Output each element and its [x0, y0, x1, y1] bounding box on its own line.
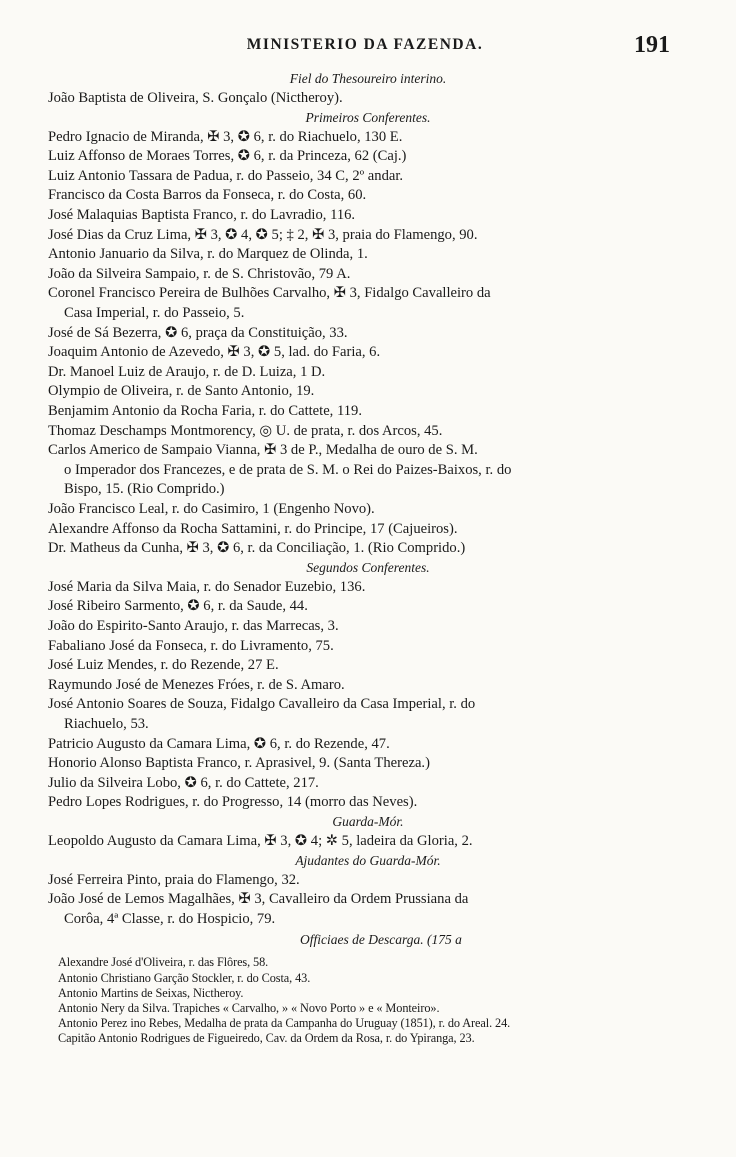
entry-line: Carlos Americo de Sampaio Vianna, ✠ 3 de P., Medalha de ouro de S. M.: [48, 442, 478, 459]
entry-line: Antonio Nery da Silva. Trapiches « Carvalho, » « Novo Porto » e « Monteiro».: [58, 1001, 440, 1015]
entry-line: José de Sá Bezerra, ✪ 6, praça da Constituição, 33.: [48, 324, 348, 341]
entry-line: José Ribeiro Sarmento, ✪ 6, r. da Saude, 44.: [48, 598, 308, 615]
entry-line: Julio da Silveira Lobo, ✪ 6, r. do Cattete, 217.: [48, 774, 319, 791]
entry-line: José Ferreira Pinto, praia do Flamengo, 32.: [48, 871, 300, 888]
running-title: MINISTERIO DA FAZENDA.: [246, 36, 484, 53]
entry-line: Francisco da Costa Barros da Fonseca, r. do Costa, 60.: [48, 187, 367, 204]
entry-line: Antonio Perez ino Rebes, Medalha de prata da Campanha do Uruguay (1851), r. do Areal. 24.: [58, 1016, 511, 1031]
entry-line: Luiz Antonio Tassara de Padua, r. do Passeio, 34 C, 2º andar.: [48, 167, 404, 184]
entry-continuation: o Imperador dos Francezes, e de prata de S. M. o Rei do Paizes-Baixos, r. do: [64, 461, 512, 478]
entry-line: Fabaliano José da Fonseca, r. do Livramento, 75.: [48, 637, 334, 654]
entry-line: Pedro Ignacio de Miranda, ✠ 3, ✪ 6, r. do Riachuelo, 130 E.: [48, 128, 403, 145]
entry-line: Dr. Manoel Luiz de Araujo, r. de D. Luiza, 1 D.: [48, 363, 326, 380]
entry-continuation: Bispo, 15. (Rio Comprido.): [64, 481, 225, 498]
entry-line: José Antonio Soares de Souza, Fidalgo Cavalleiro da Casa Imperial, r. do: [48, 696, 476, 713]
entry-line: Alexandre Affonso da Rocha Sattamini, r. do Principe, 17 (Cajueiros).: [48, 520, 458, 537]
entry-line: Olympio de Oliveira, r. de Santo Antonio, 19.: [48, 383, 315, 400]
section-heading: Primeiros Conferentes.: [305, 109, 431, 125]
entry-line: Alexandre José d'Oliveira, r. das Flôres, 58.: [58, 955, 269, 970]
section-heading: Segundos Conferentes.: [306, 559, 430, 575]
entry-line: José Dias da Cruz Lima, ✠ 3, ✪ 4, ✪ 5; ‡ 2, ✠ 3, praia do Flamengo, 90.: [48, 226, 478, 243]
section-heading: Officiaes de Descarga. (175 a: [300, 932, 462, 948]
entry-line: João do Espirito-Santo Araujo, r. das Marrecas, 3.: [48, 618, 339, 634]
entry-line: João da Silveira Sampaio, r. de S. Christovão, 79 A.: [48, 265, 351, 282]
section-heading: Guarda-Mór.: [332, 814, 404, 829]
entry-line: Dr. Matheus da Cunha, ✠ 3, ✪ 6, r. da Conciliação, 1. (Rio Comprido.): [48, 540, 466, 557]
entry-continuation: Casa Imperial, r. do Passeio, 5.: [64, 305, 245, 321]
page-header: [0, 34, 736, 60]
entry-line: Coronel Francisco Pereira de Bulhões Carvalho, ✠ 3, Fidalgo Cavalleiro da: [48, 285, 491, 302]
entry-line: José Maria da Silva Maia, r. do Senador Euzebio, 136.: [48, 578, 366, 595]
section-heading: Ajudantes do Guarda-Mór.: [295, 852, 441, 868]
entry-line: Joaquim Antonio de Azevedo, ✠ 3, ✪ 5, lad. do Faria, 6.: [48, 344, 381, 361]
entry-line: Benjamim Antonio da Rocha Faria, r. do Cattete, 119.: [48, 403, 362, 419]
entry-line: Antonio Martins de Seixas, Nictheroy.: [58, 985, 244, 1000]
page-number: 191: [634, 32, 670, 58]
entry-line: João Francisco Leal, r. do Casimiro, 1 (Engenho Novo).: [48, 501, 375, 517]
entry-line: Patricio Augusto da Camara Lima, ✪ 6, r. do Rezende, 47.: [48, 735, 390, 752]
entry-line: Honorio Alonso Baptista Franco, r. Aprasivel, 9. (Santa Thereza.): [48, 755, 430, 772]
entry-line: Luiz Affonso de Moraes Torres, ✪ 6, r. da Princeza, 62 (Caj.): [48, 148, 407, 165]
entry-line: José Luiz Mendes, r. do Rezende, 27 E.: [48, 657, 279, 674]
entry-continuation: Corôa, 4ª Classe, r. do Hospicio, 79.: [64, 910, 276, 927]
entry-line: João Baptista de Oliveira, S. Gonçalo (Nictheroy).: [48, 90, 343, 106]
entry-line: Antonio Januario da Silva, r. do Marquez de Olinda, 1.: [48, 246, 368, 263]
entry-continuation: Riachuelo, 53.: [64, 716, 149, 732]
entry-line: Pedro Lopes Rodrigues, r. do Progresso, 14 (morro das Neves).: [48, 794, 418, 811]
entry-line: José Malaquias Baptista Franco, r. do Lavradio, 116.: [48, 207, 356, 223]
entry-line: Raymundo José de Menezes Fróes, r. de S. Amaro.: [48, 676, 345, 693]
entry-line: Capitão Antonio Rodrigues de Figueiredo, Cav. da Ordem da Rosa, r. do Ypiranga, 23.: [58, 1031, 475, 1046]
entry-line: Leopoldo Augusto da Camara Lima, ✠ 3, ✪ 4; ✲ 5, ladeira da Gloria, 2.: [48, 833, 473, 849]
section-heading: Fiel do Thesoureiro interino.: [289, 71, 447, 86]
entry-line: João José de Lemos Magalhães, ✠ 3, Cavalleiro da Ordem Prussiana da: [48, 891, 469, 908]
entry-line: Thomaz Deschamps Montmorency, ◎ U. de prata, r. dos Arcos, 45.: [48, 422, 443, 439]
entry-line: Antonio Christiano Garção Stockler, r. do Costa, 43.: [58, 970, 311, 985]
